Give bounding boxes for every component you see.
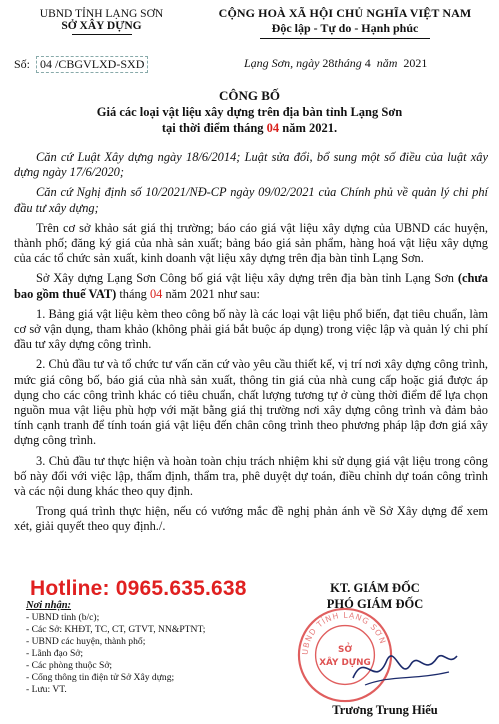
vat-note: (chưa bao gồm thuế VAT) [14, 271, 488, 301]
legal-basis-1: Căn cứ Luật Xây dựng ngày 18/6/2014; Luật sửa đổi, bổ sung một số điều của luật xây dựng ngày 17/6/2020; [14, 150, 488, 180]
document-number [14, 56, 148, 73]
recipient-item: - Lãnh đạo Sở; [26, 648, 84, 659]
seal-ring-text: UBND TỈNH LẠNG SƠN [300, 610, 388, 656]
agency-underline [72, 34, 132, 35]
survey-paragraph: Trên cơ sở khảo sát giá thị trường; báo cáo giá vật liệu xây dựng của UBND các huyện, thành phố; đăng ký giá của nhà sản xuất; bảng báo giá sản phẩm, hàng hoá vật liệu xây dựng của các tổ chức sản xuất, kinh doanh vật liệu xây dựng trên địa bàn tỉnh Lạng Sơn. [14, 220, 488, 266]
signer-name: Trương Trung Hiếu [332, 703, 438, 717]
national-header-block [195, 6, 495, 39]
document-subject-period: tại thời điểm tháng 04 năm 2021. [161, 121, 338, 135]
national-title: CỘNG HOÀ XÃ HỘI CHỦ NGHĨA VIỆT NAM [218, 6, 472, 20]
recipient-item: - Lưu: VT. [26, 684, 67, 695]
clause-1: 1. Bảng giá vật liệu kèm theo công bố này là các loại vật liệu phổ biến, đạt tiêu chuẩn, làm cơ sở vận dụng, tham khảo (không phải giá bắt buộc áp dụng) trong việc lập và quản lý chi phí đầu tư xây dựng công trình. [14, 306, 488, 352]
seal-center-top: SỞ [337, 645, 353, 656]
signer-title-line2: PHÓ GIÁM ĐỐC [326, 597, 424, 611]
date-month-label: tháng [334, 56, 365, 70]
issuing-agency-block [14, 8, 189, 35]
recipient-item: - UBND các huyện, thành phố; [26, 636, 146, 647]
date-year-label: năm [376, 56, 398, 70]
seal-center-bottom: XÂY DỰNG [319, 657, 371, 668]
closing-paragraph: Trong quá trình thực hiện, nếu có vướng mắc đề nghị phản ánh về Sở Xây dựng để xem xét, giải quyết theo quy định./. [14, 504, 488, 534]
doc-number-prefix: Số: [14, 57, 34, 71]
recipient-item: - UBND tỉnh (b/c); [26, 612, 100, 623]
document-body [14, 150, 488, 536]
date-year: 2021 [403, 56, 428, 70]
agency-parent: UBND TỈNH LẠNG SƠN [39, 8, 164, 20]
subject-month: 04 [266, 121, 280, 135]
national-motto: Độc lập - Tự do - Hạnh phúc [271, 21, 419, 35]
legal-basis-2: Căn cứ Nghị định số 10/2021/NĐ-CP ngày 09/02/2021 của Chính phủ về quản lý chi phí đầu tư xây dựng; [14, 185, 488, 215]
doc-number-field [36, 56, 148, 73]
date-month: 4 [364, 56, 371, 70]
recipients-block [26, 600, 205, 696]
announcement-paragraph: Sở Xây dựng Lạng Sơn Công bố giá vật liệu xây dựng trên địa bàn tỉnh Lạng Sơn (chưa bao gồm thuế VAT) tháng 04 năm 2021 như sau: [14, 271, 488, 301]
recipient-item: - Các phòng thuộc Sở; [26, 660, 113, 671]
signer-title-line1: KT. GIÁM ĐỐC [330, 581, 420, 595]
document-title: CÔNG BỐ [218, 88, 281, 103]
handwritten-signature [345, 630, 465, 700]
issue-date-line [244, 56, 427, 71]
document-subject: Giá các loại vật liệu xây dựng trên địa bàn tỉnh Lạng Sơn [96, 105, 403, 119]
date-day: 28 [322, 56, 335, 70]
announcement-month: 04 [149, 286, 163, 301]
recipients-heading: Nơi nhận: [26, 600, 72, 611]
recipient-item: - Các Sở: KHĐT, TC, CT, GTVT, NN&PTNT; [26, 624, 206, 635]
doc-number-suffix: /CBGVLXD-SXD [52, 57, 145, 71]
hotline-banner: Hotline: 0965.635.638 [30, 577, 247, 600]
recipient-item: - Cổng thông tin điện tử Sở Xây dựng; [26, 672, 175, 683]
agency-name: SỞ XÂY DỰNG [61, 20, 142, 32]
clause-3: 3. Chủ đầu tư thực hiện và hoàn toàn chịu trách nhiệm khi sử dụng giá vật liệu trong công bố này đối với việc lập, thẩm định, thẩm tra, phê duyệt dự toán, điều chỉnh dự toán công trình và các nội dung khác theo quy định. [14, 453, 488, 499]
clause-2: 2. Chủ đầu tư và tổ chức tư vấn căn cứ vào yêu cầu thiết kế, vị trí nơi xây dựng công trình, mức giá công bố, báo giá của nhà sản xuất, thông tin giá của nhà cung cấp hoặc giá được áp dụng cho các công trình khác có tiêu chuẩn, chất lượng tương tự ở cùng thời điểm để lựa chọn nguồn mua vật liệu phù hợp với mặt bằng giá thị trường nơi xây dựng công trình và đảm bảo tính cạnh tranh để tính toán giá vật liệu đến chân công trình theo phương pháp lập đơn giá xây dựng công trình. [14, 357, 488, 448]
motto-underline [260, 38, 430, 39]
date-place: Lạng Sơn, ngày [244, 56, 323, 70]
doc-number-value: 04 [40, 57, 53, 71]
